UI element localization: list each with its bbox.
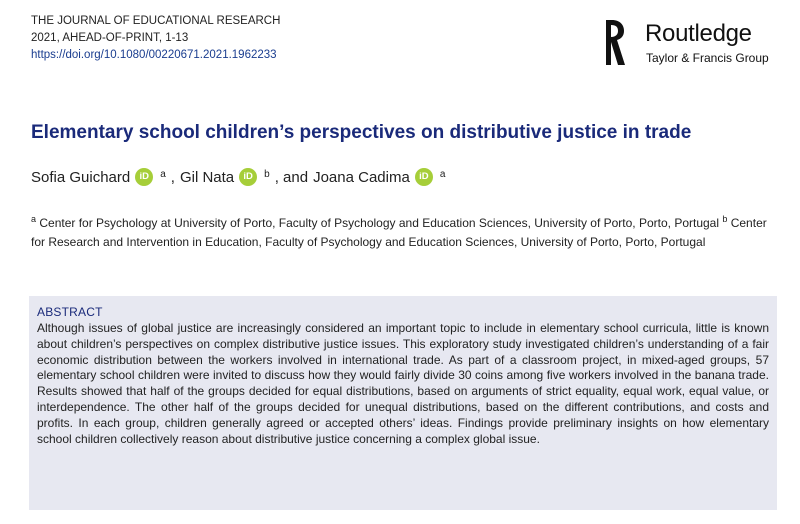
routledge-logo-icon bbox=[605, 18, 627, 68]
affiliation-a: Center for Psychology at University of Porto, Faculty of Psychology and Education Sciences, University of Porto, Porto, Portugal bbox=[39, 216, 720, 230]
author-separator: , bbox=[170, 168, 175, 186]
affiliation-a-sup: a bbox=[31, 214, 37, 224]
orcid-icon[interactable]: iD bbox=[415, 168, 433, 186]
publisher-name: Routledge bbox=[645, 20, 752, 47]
author-affiliation-sup: a bbox=[160, 168, 166, 180]
author-affiliation-sup: b bbox=[264, 168, 270, 180]
affiliation-b-sup: b bbox=[722, 214, 728, 224]
journal-header bbox=[31, 13, 280, 64]
affiliations bbox=[31, 210, 776, 252]
publisher-logo[interactable] bbox=[605, 18, 795, 68]
article-title: Elementary school children’s perspectives on distributive justice in trade bbox=[31, 122, 692, 143]
author-name[interactable]: Joana Cadima bbox=[313, 168, 410, 186]
abstract-heading: ABSTRACT bbox=[37, 305, 103, 319]
author-name[interactable]: Sofia Guichard bbox=[31, 168, 131, 186]
author-separator: , and bbox=[274, 168, 309, 186]
author-name[interactable]: Gil Nata bbox=[179, 168, 235, 186]
author-list bbox=[31, 168, 445, 186]
publisher-group: Taylor & Francis Group bbox=[646, 51, 769, 65]
orcid-icon[interactable]: iD bbox=[239, 168, 257, 186]
journal-issue: 2021, AHEAD-OF-PRINT, 1-13 bbox=[31, 32, 189, 44]
journal-name: THE JOURNAL OF EDUCATIONAL RESEARCH bbox=[31, 15, 281, 27]
abstract-text: Although issues of global justice are increasingly considered an important topic to include in elementary school curricula, little is known about children’s perspectives on complex distributive justice issues. This exploratory study investigated children’s understanding of a fair economic distribution between the workers involved in international trade. As part of a classroom project, in mixed-aged groups, 57 elementary school children were invited to discuss how they would fairly divide 30 coins among five workers involved in the banana trade. Results showed that half of the groups decided for equal distributions, based on arguments of strict equality, equal work, equal value, or interdependence. The other half of the groups decided for unequal distributions, based on the different contributions, and costs and profits. In each group, children generally agreed or accepted others’ ideas. Findings provide preliminary insights on how elementary school children collectively reason about distributive justice concerning a complex global issue. bbox=[37, 321, 769, 446]
orcid-icon[interactable]: iD bbox=[135, 168, 153, 186]
abstract-box bbox=[29, 296, 777, 510]
author-affiliation-sup: a bbox=[439, 168, 446, 180]
doi-link[interactable]: https://doi.org/10.1080/00220671.2021.1962233 bbox=[31, 49, 277, 61]
affiliation-b: Center for Research and Intervention in Education, Faculty of Psychology and Education Sciences, University of Porto, Porto, Portugal bbox=[31, 216, 767, 249]
